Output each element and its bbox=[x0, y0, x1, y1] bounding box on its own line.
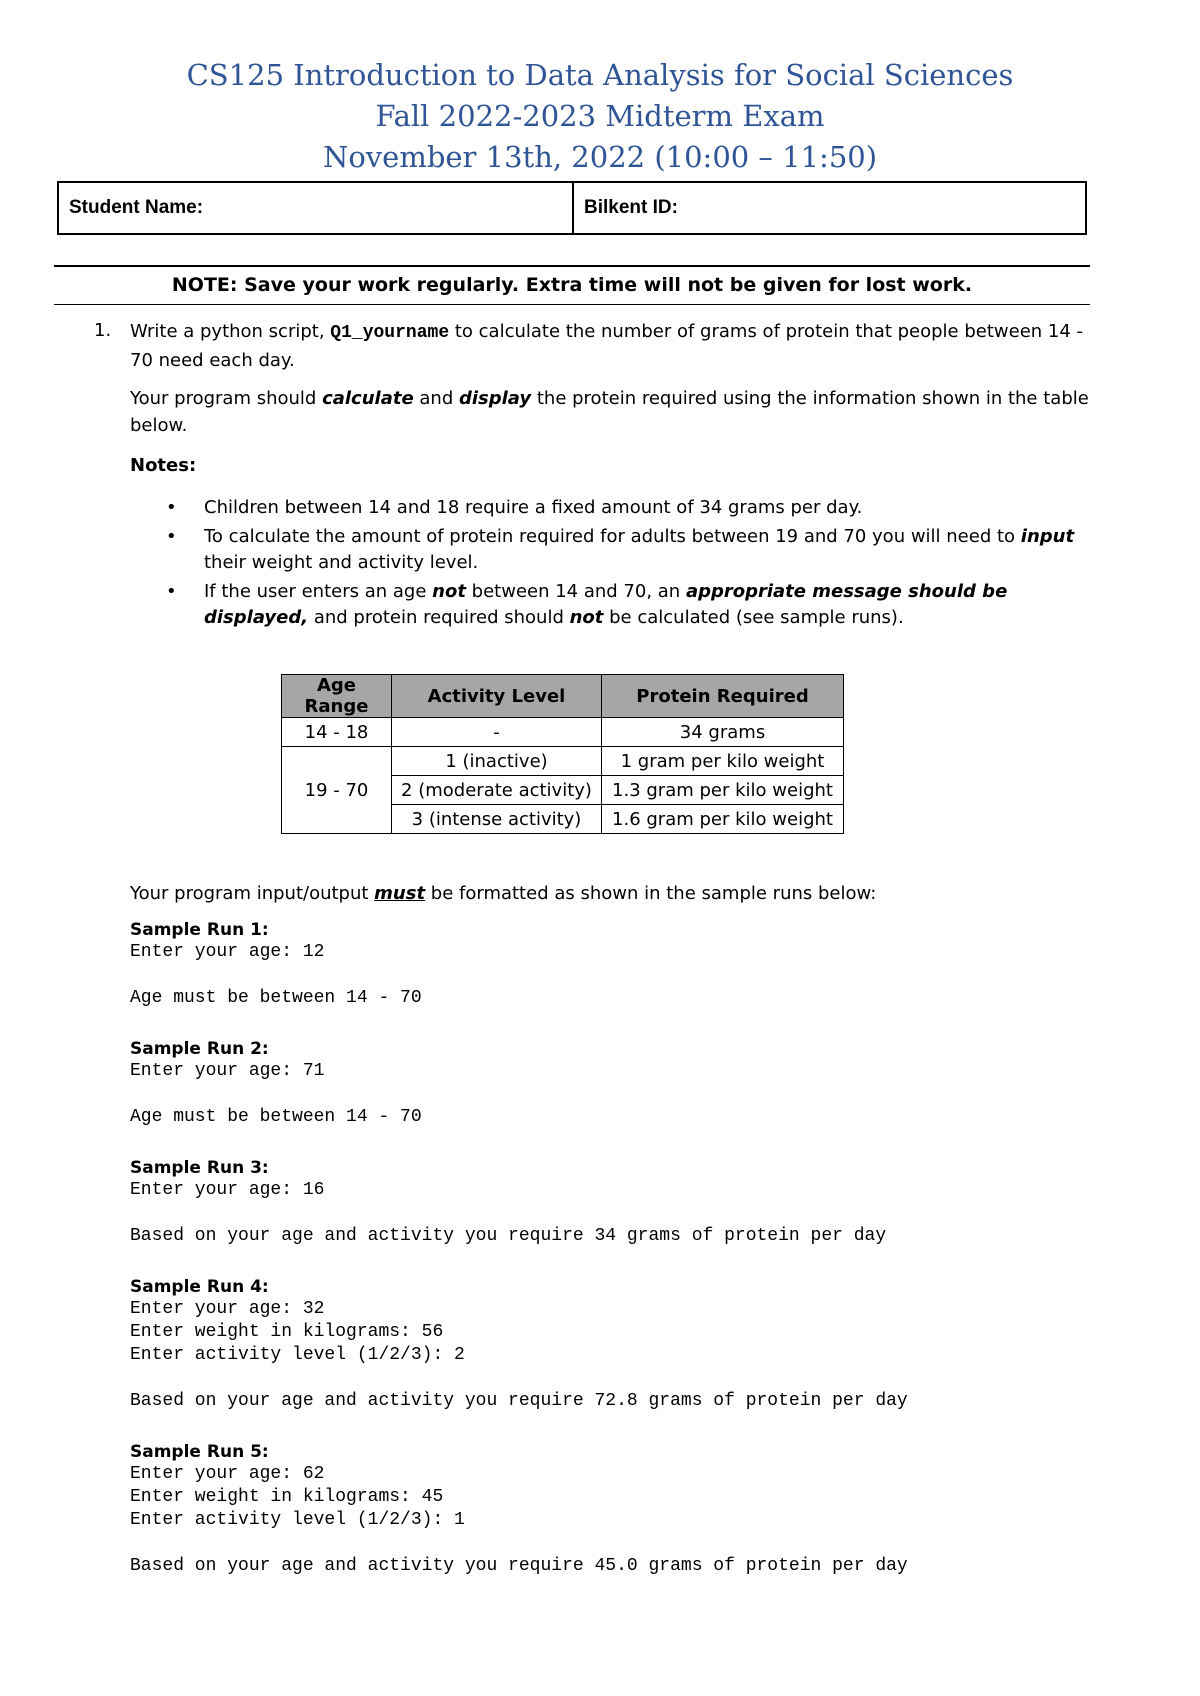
sample-run-label: Sample Run 2: bbox=[130, 1039, 269, 1059]
sample-run-label: Sample Run 5: bbox=[130, 1442, 269, 1462]
student-info-table bbox=[57, 181, 1087, 235]
bullet-icon: • bbox=[166, 581, 177, 602]
question-number: 1. bbox=[94, 320, 112, 341]
activity-cell: 2 (moderate activity) bbox=[392, 776, 602, 805]
io-format-note: Your program input/output must be formatted as shown in the sample runs below: bbox=[130, 883, 877, 904]
bilkent-id-field[interactable] bbox=[574, 183, 1085, 233]
age-cell: 19 - 70 bbox=[282, 747, 392, 834]
sample-run-label: Sample Run 4: bbox=[130, 1277, 269, 1297]
activity-cell: 1 (inactive) bbox=[392, 747, 602, 776]
protein-cell: 1.3 gram per kilo weight bbox=[602, 776, 844, 805]
sample-run-label: Sample Run 1: bbox=[130, 920, 269, 940]
protein-cell: 34 grams bbox=[602, 718, 844, 747]
sample-run-output: Enter your age: 12 Age must be between 14 - 70 bbox=[130, 942, 422, 1008]
question-instructions: Your program should calculate and display the protein required using the information shown in the table below. bbox=[130, 388, 1089, 436]
header-protein-required: Protein Required bbox=[602, 675, 844, 718]
sample-run-label: Sample Run 3: bbox=[130, 1158, 269, 1178]
script-name: Q1_yourname bbox=[330, 323, 450, 343]
bilkent-id-label: Bilkent ID: bbox=[584, 197, 678, 218]
sample-run-output: Enter your age: 16 Based on your age and activity you require 34 grams of protein per day bbox=[130, 1180, 887, 1246]
table-header-row bbox=[282, 675, 844, 718]
protein-cell: 1.6 gram per kilo weight bbox=[602, 805, 844, 834]
exam-term: Fall 2022-2023 Midterm Exam bbox=[375, 99, 825, 133]
activity-cell: - bbox=[392, 718, 602, 747]
protein-cell: 1 gram per kilo weight bbox=[602, 747, 844, 776]
list-item: • Children between 14 and 18 require a fixed amount of 34 grams per day. bbox=[160, 495, 1090, 521]
activity-cell: 3 (intense activity) bbox=[392, 805, 602, 834]
sample-run-output: Enter your age: 62 Enter weight in kilograms: 45 Enter activity level (1/2/3): 1 Based on your age and activity you require 45.0 grams of protein per day bbox=[130, 1464, 908, 1576]
bullet-icon: • bbox=[166, 526, 177, 547]
header-activity-level: Activity Level bbox=[392, 675, 602, 718]
sample-run-output: Enter your age: 71 Age must be between 14 - 70 bbox=[130, 1061, 422, 1127]
table-row bbox=[282, 718, 844, 747]
notes-list bbox=[160, 495, 1090, 634]
notes-label: Notes: bbox=[130, 455, 197, 476]
table-row bbox=[282, 747, 844, 776]
bullet-icon: • bbox=[166, 497, 177, 518]
note-banner: NOTE: Save your work regularly. Extra time will not be given for lost work. bbox=[54, 265, 1090, 305]
sample-run-output: Enter your age: 32 Enter weight in kilograms: 56 Enter activity level (1/2/3): 2 Based on your age and activity you require 72.8 grams of protein per day bbox=[130, 1299, 908, 1411]
student-name-label: Student Name: bbox=[69, 197, 204, 218]
question-intro: Write a python script, Q1_yourname to calculate the number of grams of protein that people between 14 - 70 need each day. bbox=[130, 321, 1084, 371]
exam-date: November 13th, 2022 (10:00 – 11:50) bbox=[322, 140, 878, 174]
exam-title bbox=[0, 55, 1200, 178]
list-item: • To calculate the amount of protein required for adults between 19 and 70 you will need to input their weight and activity level. bbox=[166, 526, 1075, 573]
age-cell: 14 - 18 bbox=[282, 718, 392, 747]
course-title: CS125 Introduction to Data Analysis for Social Sciences bbox=[186, 58, 1014, 92]
protein-table bbox=[281, 674, 844, 834]
student-name-field[interactable] bbox=[59, 183, 574, 233]
list-item: • If the user enters an age not between 14 and 70, an appropriate message should be displayed, and protein required should not be calculated (see sample runs). bbox=[166, 581, 1008, 628]
header-age-range: Age Range bbox=[282, 675, 392, 718]
